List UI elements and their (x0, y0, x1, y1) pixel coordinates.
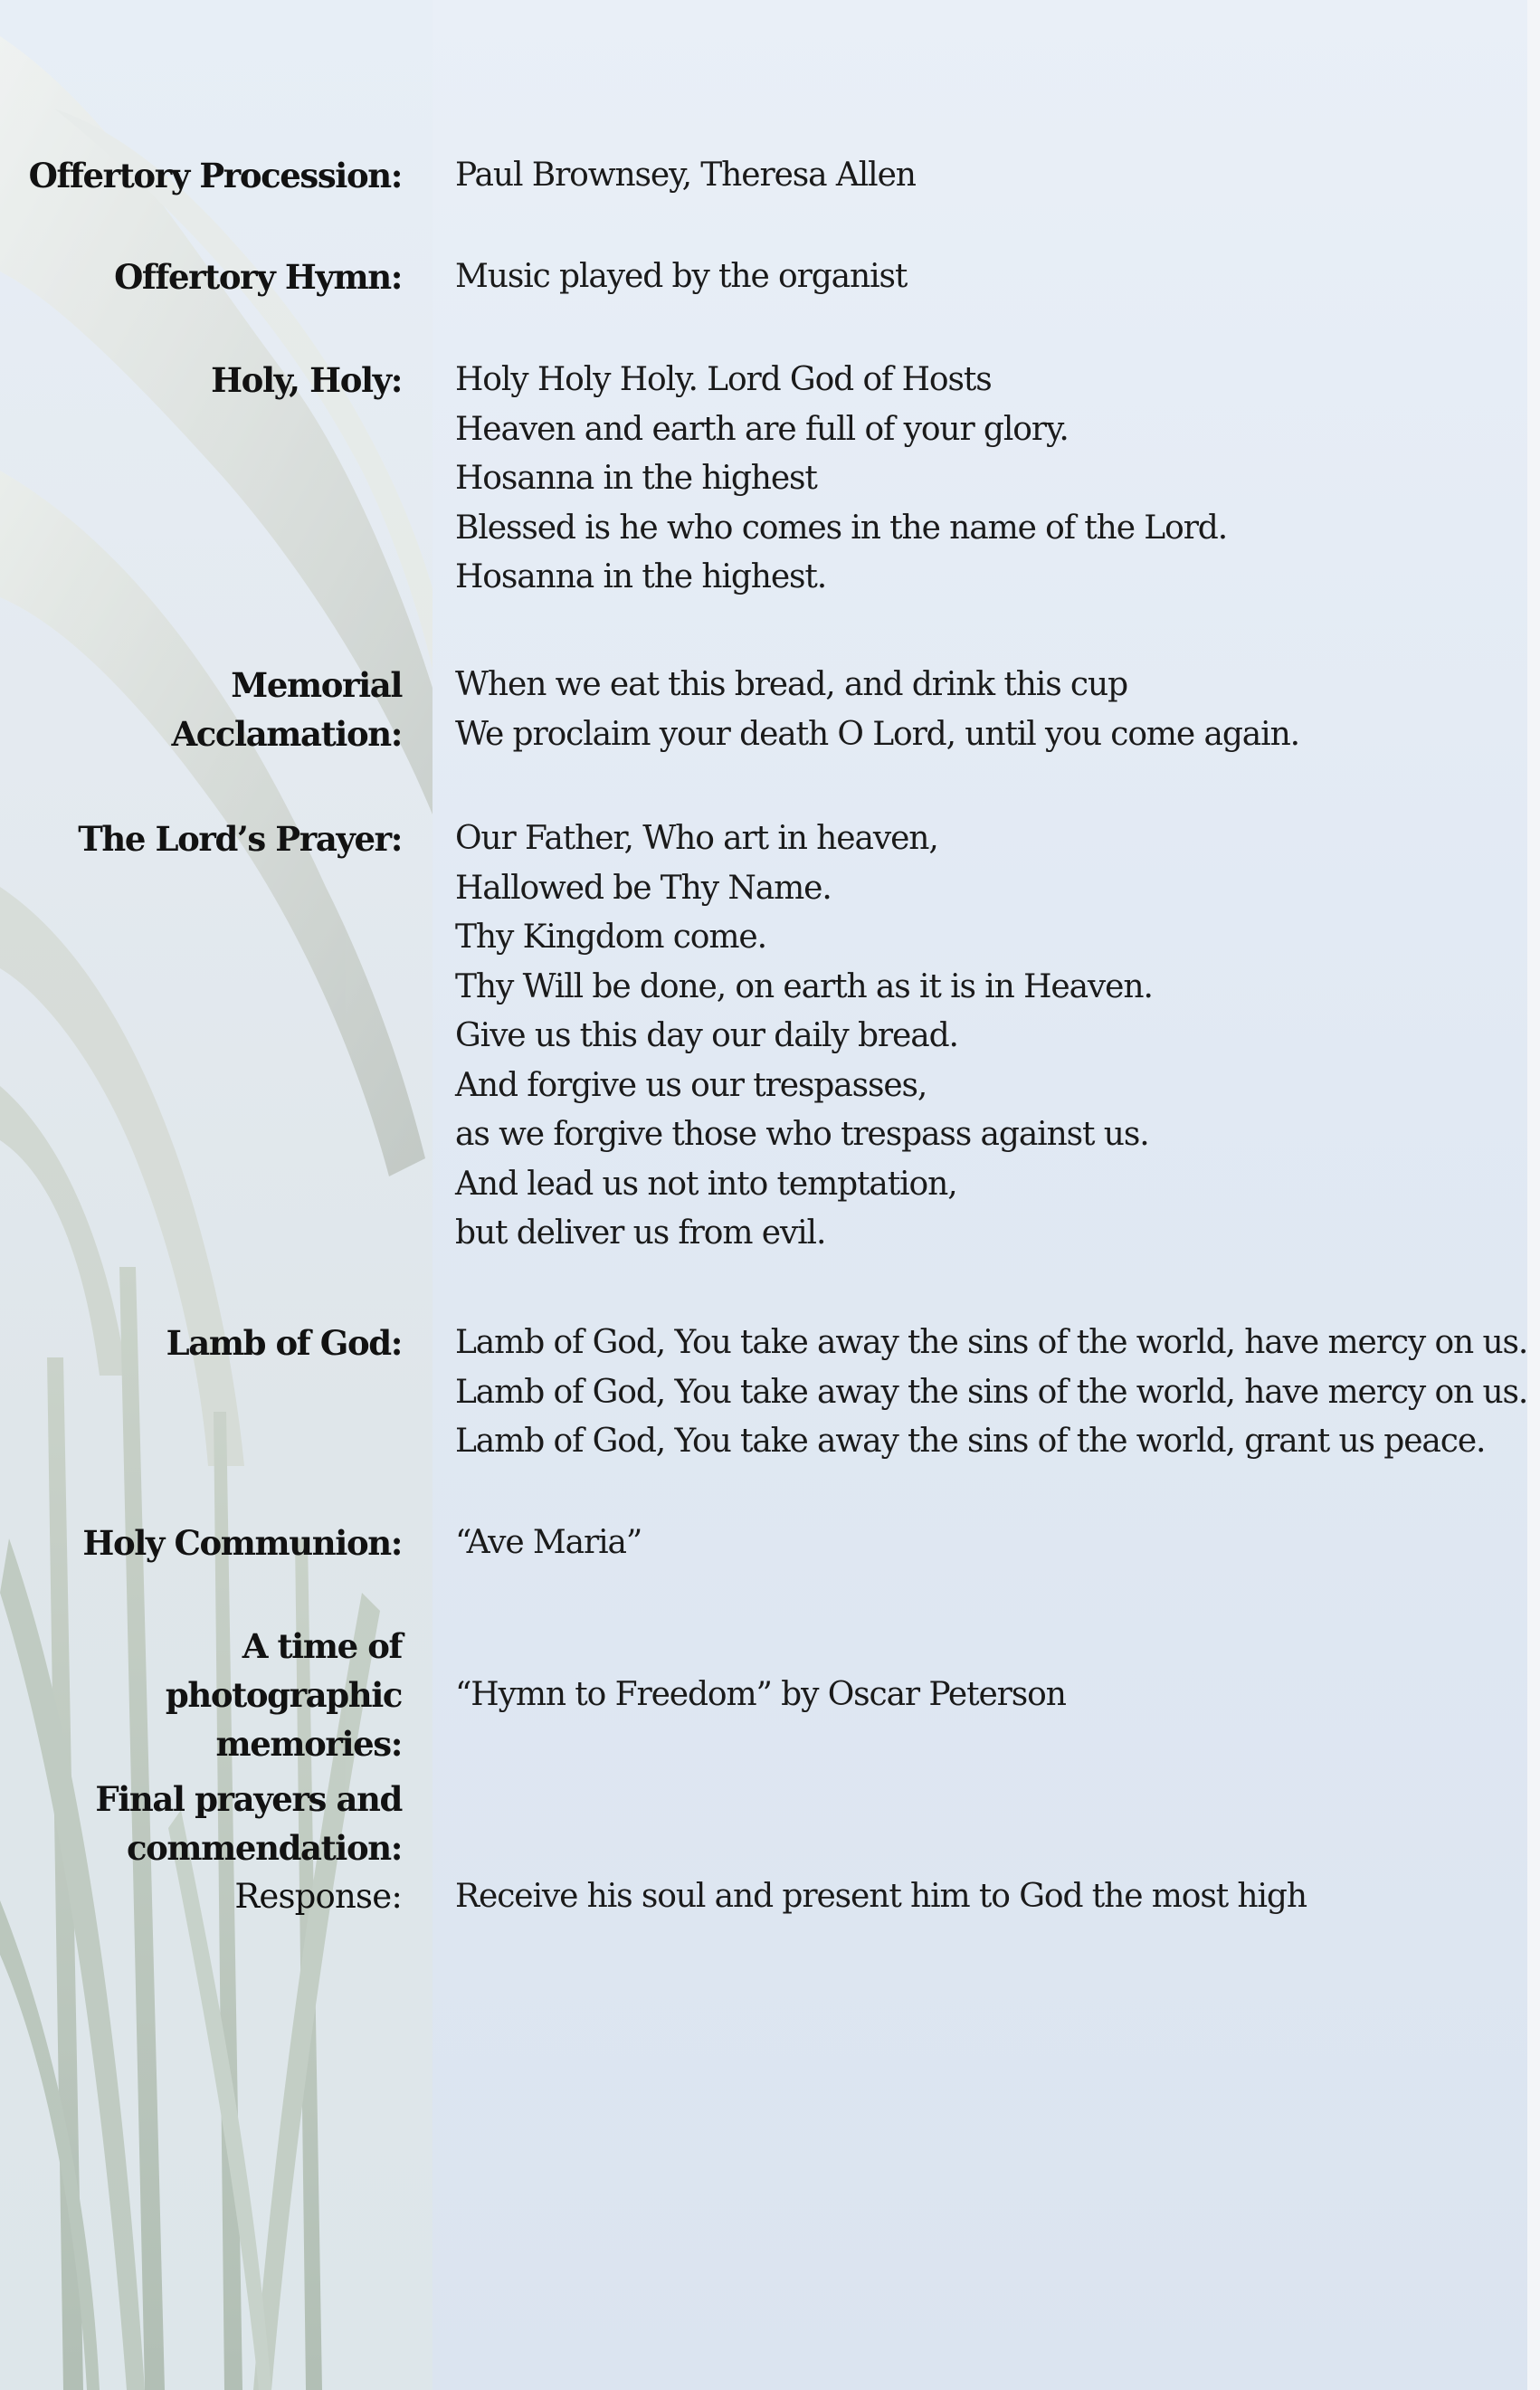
text-line: Music played by the organist (455, 258, 908, 295)
text-line: We proclaim your death O Lord, until you come again. (455, 715, 1299, 753)
text-line: as we forgive those who trespass against us. (455, 1116, 1149, 1153)
text-line: Give us this day our daily bread. (455, 1017, 958, 1054)
section-text (455, 151, 1523, 201)
text-line: Thy Will be done, on earth as it is in Heaven. (455, 967, 1153, 1005)
text-line: Lamb of God, You take away the sins of the world, have mercy on us. (455, 1373, 1528, 1411)
text-line: Hallowed be Thy Name. (455, 869, 832, 907)
section-text (455, 252, 1523, 302)
text-line: Holy Holy Holy. Lord God of Hosts (455, 361, 992, 398)
section-label-line: Final prayers and (95, 1779, 402, 1819)
text-line: Our Father, Who art in heaven, (455, 820, 938, 857)
section-text (455, 1872, 1523, 1922)
text-line: “Ave Maria” (455, 1524, 642, 1561)
text-line: Lamb of God, You take away the sins of the world, grant us peace. (455, 1423, 1486, 1460)
text-line: but deliver us from evil. (455, 1214, 826, 1252)
text-line: Lamb of God, You take away the sins of the world, have mercy on us. (455, 1324, 1528, 1361)
text-line: When we eat this bread, and drink this cup (455, 666, 1128, 703)
section-label: Offertory Procession: (28, 156, 402, 195)
section-text (455, 356, 1523, 603)
page-right-border (1527, 0, 1540, 2390)
section-label (0, 1775, 402, 1921)
text-line: Paul Brownsey, Theresa Allen (455, 157, 916, 194)
text-line: And lead us not into temptation, (455, 1165, 957, 1203)
section-label: Holy Communion: (82, 1523, 402, 1563)
section-text (455, 1319, 1528, 1467)
section-label: Lamb of God: (166, 1323, 402, 1363)
section-label-line: commendation: (127, 1828, 402, 1868)
text-line: Hosanna in the highest (455, 460, 817, 497)
section-label: Holy, Holy: (211, 360, 402, 400)
section-label: The Lord’s Prayer: (78, 819, 402, 859)
section-text (455, 814, 1523, 1259)
text-line: Receive his soul and present him to God the most high (455, 1878, 1307, 1915)
text-line: And forgive us our trespasses, (455, 1066, 927, 1104)
section-text (455, 661, 1523, 759)
section-label-line: A time of photographic (165, 1626, 402, 1715)
text-line: Heaven and earth are full of your glory. (455, 410, 1069, 448)
section-label-line: memories: (215, 1724, 402, 1764)
section-text (455, 1519, 1523, 1568)
text-line: Thy Kingdom come. (455, 919, 766, 956)
text-line: Blessed is he who comes in the name of the Lord. (455, 509, 1228, 547)
section-label (0, 1622, 402, 1768)
text-line: Hosanna in the highest. (455, 558, 827, 595)
section-text (455, 1671, 1523, 1720)
text-line: “Hymn to Freedom” by Oscar Peterson (455, 1676, 1066, 1713)
response-label: Response: (234, 1877, 402, 1916)
section-label: Offertory Hymn: (114, 257, 402, 297)
section-label: Memorial Acclamation: (171, 665, 402, 754)
